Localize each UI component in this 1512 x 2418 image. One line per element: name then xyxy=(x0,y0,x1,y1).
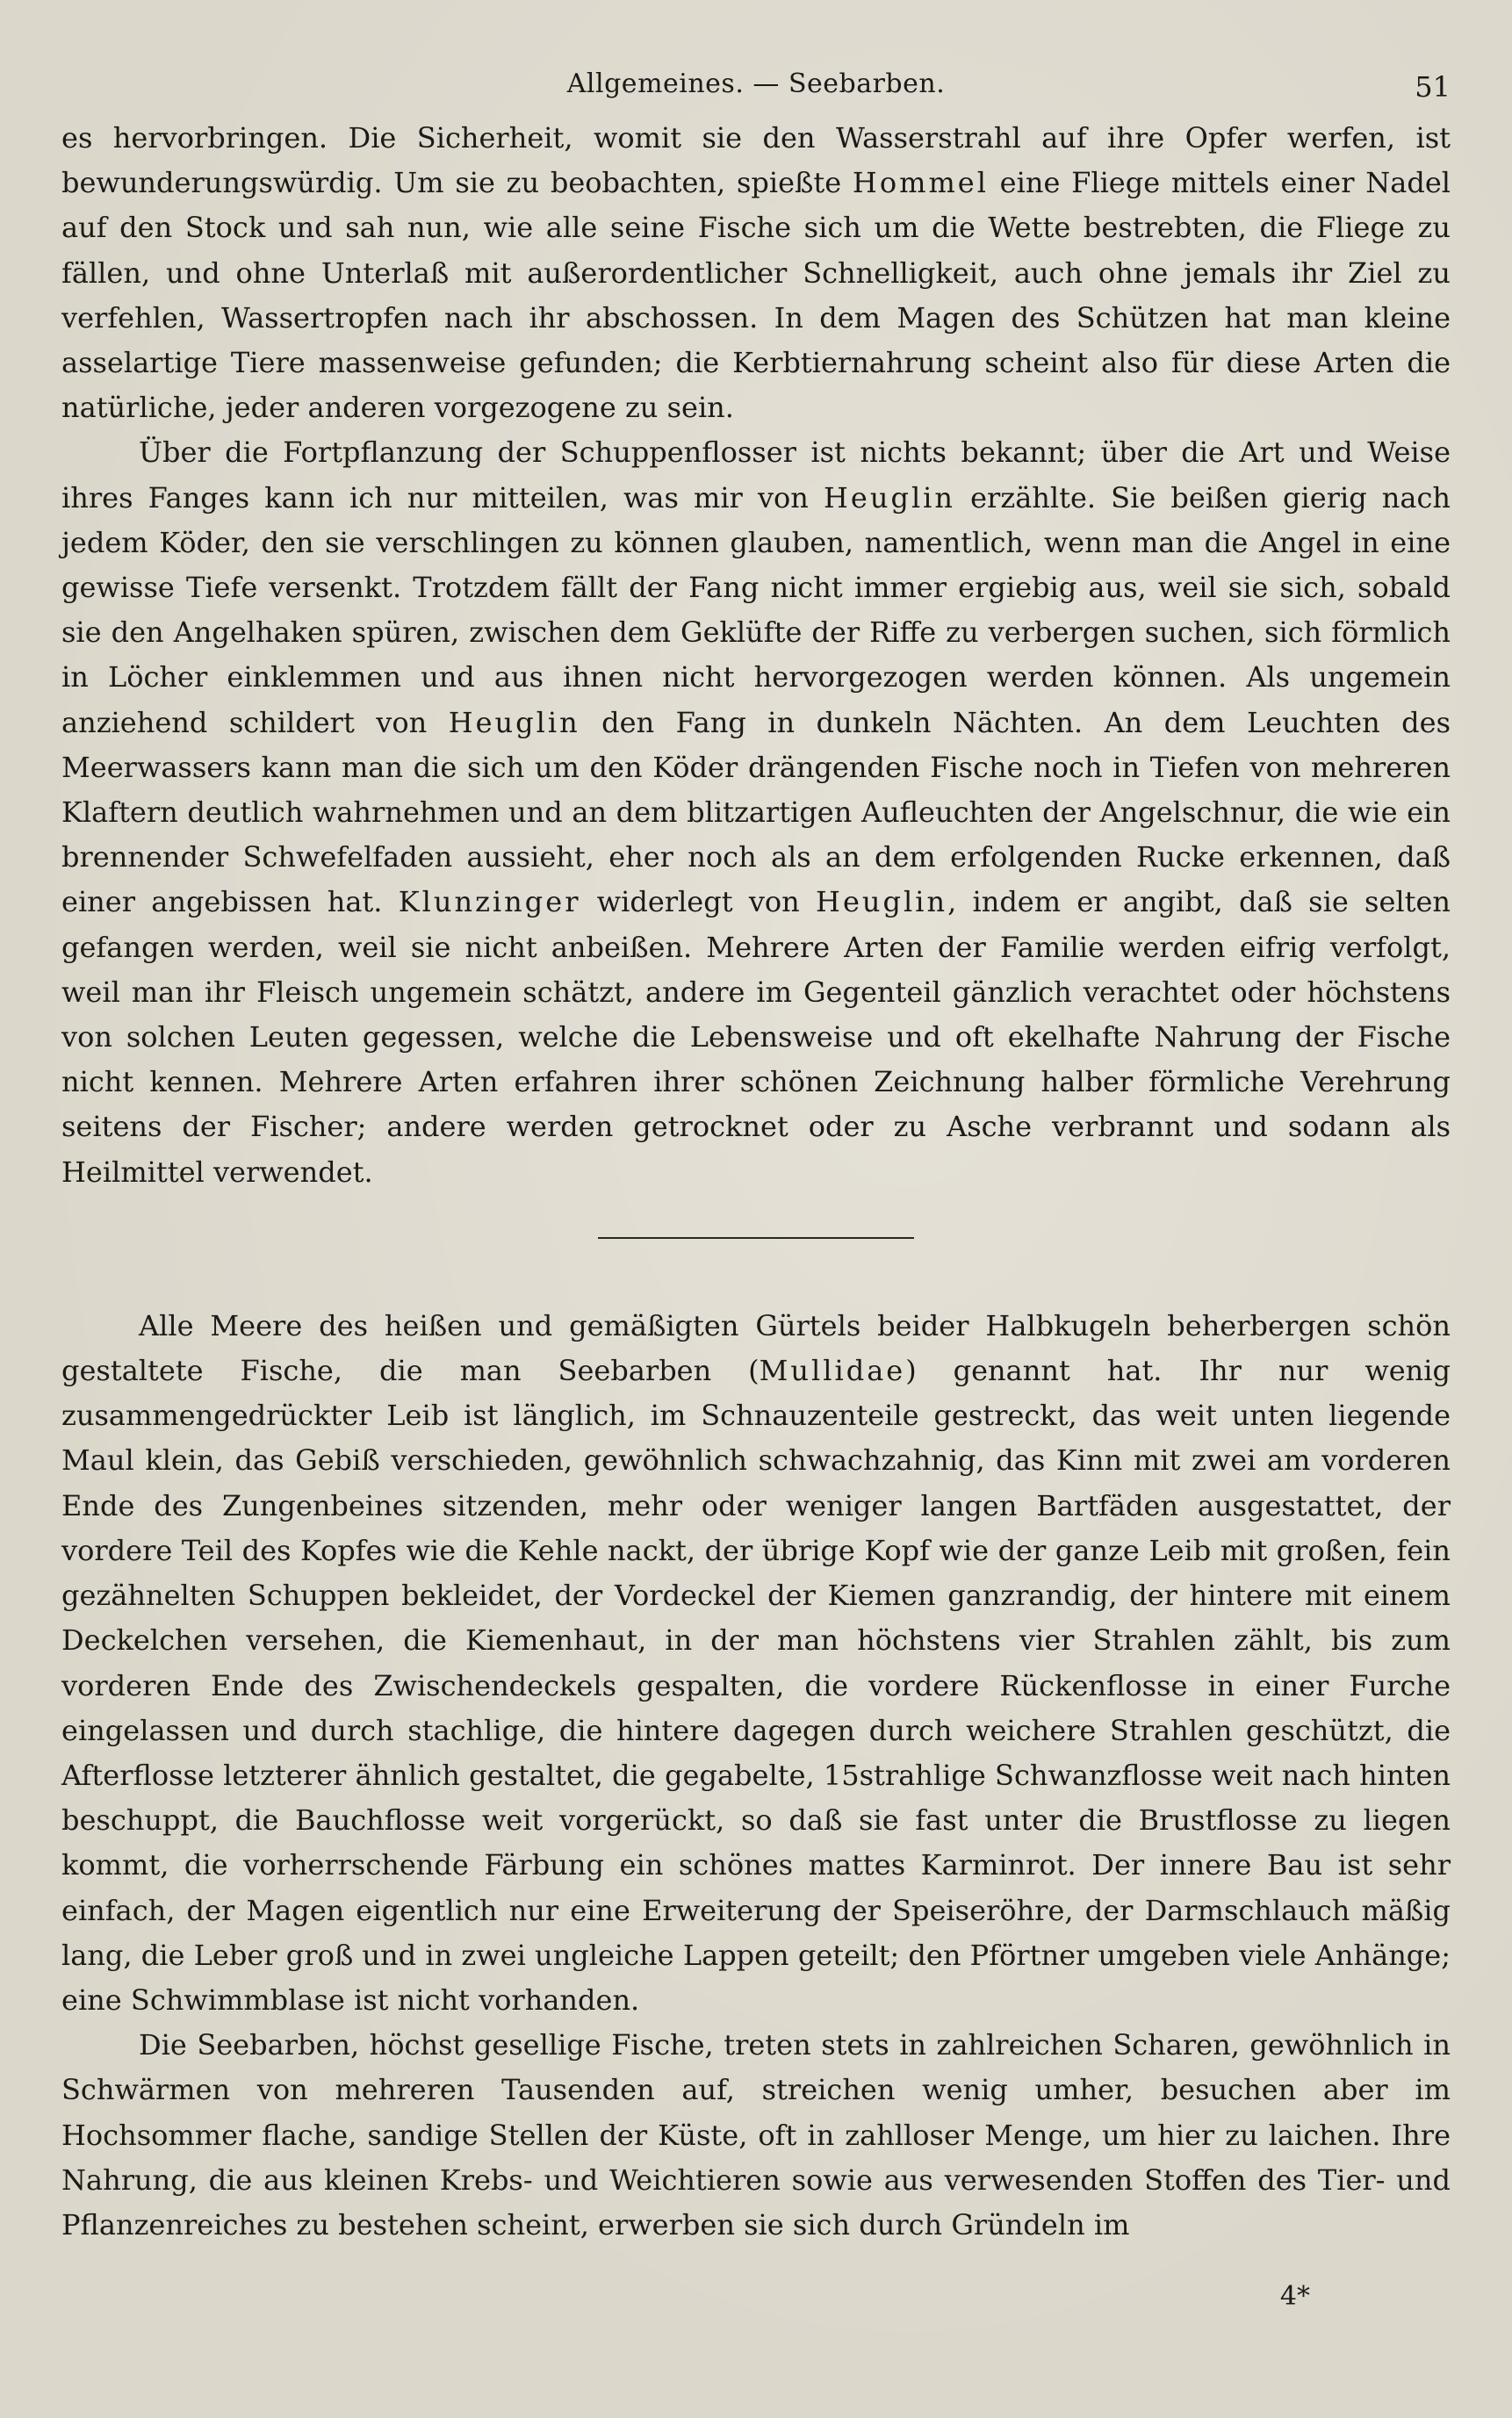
paragraph-mullidae-behaviour xyxy=(61,2023,1451,2248)
running-head xyxy=(61,68,1451,104)
page-body xyxy=(61,116,1451,2248)
person-name-hommel: Hommel xyxy=(852,166,989,200)
text-run: es hervorbringen. Die Sicherheit, womit sie den Wasserstrahl auf ihre Opfer werfen, ist bewunderungswürdig. Um sie zu beobachten, spießte xyxy=(61,121,1451,200)
text-run: eine Fliege mittels einer Nadel auf den Stock und sah nun, wie alle seine Fische sich um die Wette bestrebten, die Fliege zu fällen, und ohne Unterlaß mit außerordentlicher Schnelligkeit, auch ohne jemals ihr Ziel zu verfehlen, Wassertropfen nach ihr abschossen. In dem Magen des Schützen hat man kleine asselartige Tiere massenweise gefunden; die Kerbtiernahrung scheint also für diese Arten die natürliche, jeder anderen vorgezogene zu sein. xyxy=(61,166,1451,425)
text-run: ) genannt hat. Ihr nur wenig zusammengedrückter Leib ist länglich, im Schnauzenteile gestreckt, das weit unten liegende Maul klein, das Gebiß verschieden, gewöhnlich schwachzahnig, das Kinn mit zwei am vorderen Ende des Zungenbeines sitzenden, mehr oder weniger langen Bartfäden ausgestattet, der vordere Teil des Kopfes wie die Kehle nackt, der übrige Kopf wie der ganze Leib mit großen, fein gezähnelten Schuppen bekleidet, der Vordeckel der Kiemen ganzrandig, der hintere mit einem Deckelchen versehen, die Kiemenhaut, in der man höchstens vier Strahlen zählt, bis zum vorderen Ende des Zwischendeckels gespalten, die vordere Rückenflosse in einer Furche eingelassen und durch stachlige, die hintere dagegen durch weichere Strahlen geschützt, die Afterflosse letzterer ähnlich gestaltet, die gegabelte, 15strahlige Schwanzflosse weit nach hinten beschuppt, die Bauchflosse weit vorgerückt, so daß sie fast unter die Brustflosse zu liegen kommt, die vorherrschende Färbung ein schönes mattes Karminrot. Der innere Bau ist sehr einfach, der Magen eigentlich nur eine Erweiterung der Speiseröhre, der Darmschlauch mäßig lang, die Leber groß und in zwei ungleiche Lappen geteilt; den Pförtner umgeben viele Anhänge; eine Schwimmblase ist nicht vorhanden. xyxy=(61,1354,1451,2017)
text-run: , indem er angibt, daß sie selten gefangen werden, weil sie nicht anbeißen. Mehrere Arten der Familie werden eifrig verfolgt, weil man ihr Fleisch ungemein schätzt, andere im Gegenteil gänzlich verachtet oder höchstens von solchen Leuten gegessen, welche die Lebensweise und oft ekelhafte Nahrung der Fische nicht kennen. Mehrere Arten erfahren ihrer schönen Zeichnung halber förmliche Verehrung seitens der Fischer; andere werden getrocknet oder zu Asche verbrannt und sodann als Heilmittel verwendet. xyxy=(61,885,1451,1189)
section-divider xyxy=(598,1237,914,1239)
person-name-heuglin: Heuglin xyxy=(816,885,948,919)
taxon-name-mullidae: Mullidae xyxy=(759,1354,906,1388)
person-name-klunzinger: Klunzinger xyxy=(398,885,581,919)
person-name-heuglin: Heuglin xyxy=(448,705,580,739)
signature-mark: 4* xyxy=(1279,2281,1310,2312)
page-number: 51 xyxy=(1415,70,1451,104)
text-run: Alle Meere des heißen und gemäßigten Gürtels beider Halbkugeln beherbergen schön gestaltete Fische, die man Seebarben ( xyxy=(61,1308,1451,1388)
text-run: den Fang in dunkeln Nächten. An dem Leuchten des Meerwassers kann man die sich um den Köder drängenden Fische noch in Tiefen von mehreren Klaftern deutlich wahrnehmen und an dem blitzartigen Aufleuchten der Angelschnur, die wie ein brennender Schwefelfaden aussieht, eher noch als an dem erfolgenden Rucke erkennen, daß einer angebissen hat. xyxy=(61,705,1451,919)
paragraph-reproduction-and-fishing xyxy=(61,430,1451,1194)
paragraph-mullidae-description xyxy=(61,1304,1451,2023)
text-run: widerlegt von xyxy=(580,885,817,919)
text-run: erzählte. Sie beißen gierig nach jedem Köder, den sie verschlingen zu können glauben, namentlich, wenn man die Angel in eine gewisse Tiefe versenkt. Trotzdem fällt der Fang nicht immer ergiebig aus, weil sie sich, sobald sie den Angelhaken spüren, zwischen dem Geklüfte der Riffe zu verbergen suchen, sich förmlich in Löcher einklemmen und aus ihnen nicht hervorgezogen werden können. Als ungemein anziehend schildert von xyxy=(61,480,1451,739)
text-run: Über die Fortpflanzung der Schuppenflosser ist nichts bekannt; über die Art und Weise ihres Fanges kann ich nur mitteilen, was mir von xyxy=(61,435,1451,515)
text-run: Die Seebarben, höchst gesellige Fische, treten stets in zahlreichen Scharen, gewöhnlich in Schwärmen von mehreren Tausenden auf, streichen wenig umher, besuchen aber im Hochsommer flache, sandige Stellen der Küste, oft in zahlloser Menge, um hier zu laichen. Ihre Nahrung, die aus kleinen Krebs- und Weichtieren sowie aus verwesenden Stoffen des Tier- und Pflanzenreiches zu bestehen scheint, erwerben sie sich durch Gründeln im xyxy=(61,2028,1451,2242)
running-title: Allgemeines. — Seebarben. xyxy=(566,68,946,99)
paragraph-archerfish-continuation xyxy=(61,116,1451,430)
person-name-heuglin: Heuglin xyxy=(824,480,956,515)
